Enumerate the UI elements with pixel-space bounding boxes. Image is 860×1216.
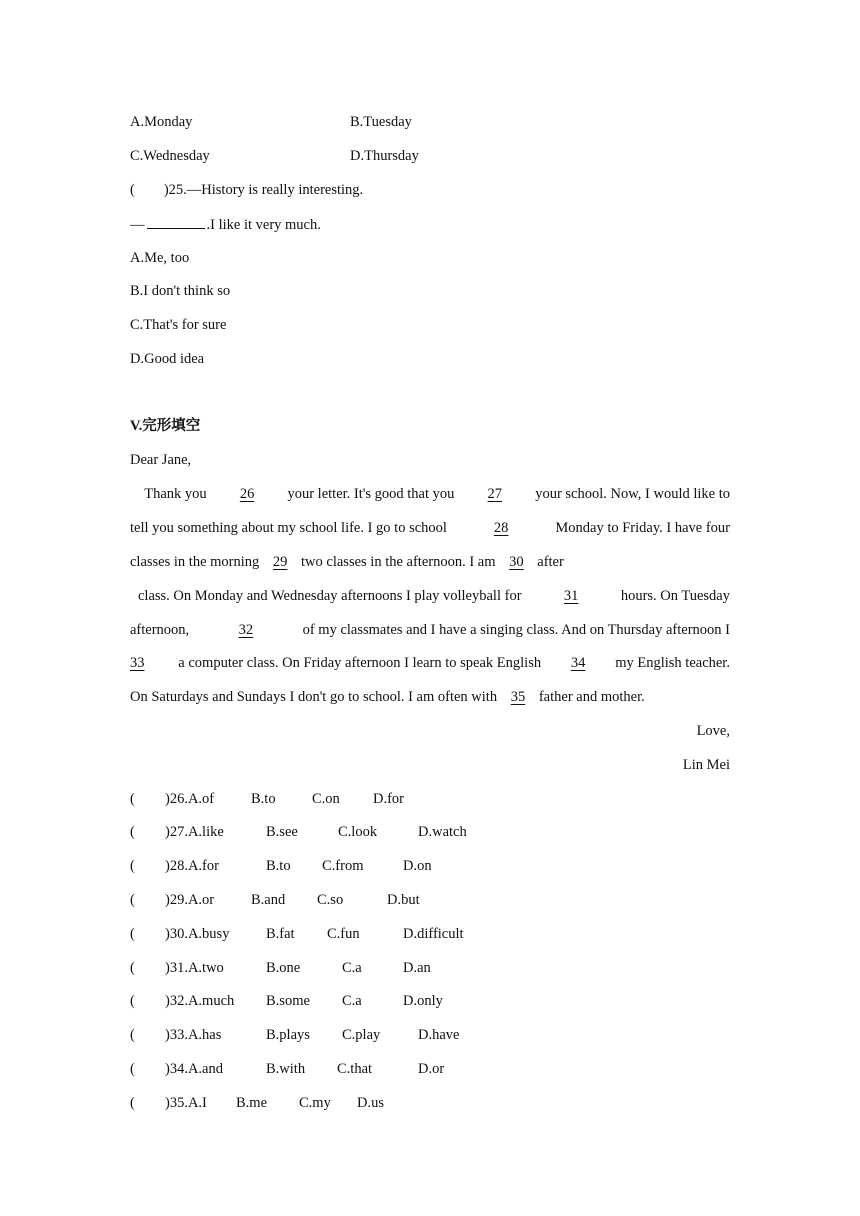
option-d: D.for — [373, 791, 405, 807]
section-title: V.完形填空 — [130, 418, 201, 434]
question-num-a: )35.A.I — [165, 1095, 207, 1111]
text: Thank you — [130, 486, 207, 502]
option-d: D.only — [403, 993, 443, 1009]
option-b: B.and — [251, 892, 286, 908]
question-paren: ( — [130, 960, 135, 976]
blank-30: 30 — [509, 554, 524, 570]
letter-line-1 — [130, 485, 730, 503]
option-c: C.my — [299, 1095, 331, 1111]
option-b: B.see — [266, 824, 298, 840]
option-c: C.a — [342, 993, 362, 1009]
text: Monday to Friday. I have four — [555, 520, 730, 536]
option-c: C.from — [322, 858, 364, 874]
option-d: D.on — [403, 858, 432, 874]
option-d: D.watch — [418, 824, 467, 840]
option-c: C.play — [342, 1027, 381, 1043]
option-24-b: B.Tuesday — [350, 114, 412, 130]
blank-34: 34 — [570, 655, 586, 671]
option-24-a: A.Monday — [130, 114, 193, 130]
option-25-b: B.I don't think so — [130, 283, 231, 299]
option-c: C.look — [338, 824, 378, 840]
letter-line-6 — [130, 654, 730, 672]
reply-dash: — — [130, 217, 145, 233]
blank-31: 31 — [563, 588, 579, 604]
option-b: B.fat — [266, 926, 295, 942]
blank-35: 35 — [510, 689, 526, 705]
option-d: D.or — [418, 1061, 445, 1077]
option-24-c: C.Wednesday — [130, 148, 210, 164]
question-paren: ( — [130, 1027, 135, 1043]
text: tell you something about my school life. I go to school — [130, 520, 447, 536]
question-num-a: )29.A.or — [165, 892, 215, 908]
question-num-a: )26.A.of — [165, 791, 215, 807]
text: two classes in the afternoon. I am — [301, 554, 496, 570]
text: my English teacher. — [615, 655, 730, 671]
option-b: B.one — [266, 960, 301, 976]
blank-32: 32 — [238, 622, 254, 638]
question-25-reply — [130, 215, 321, 234]
option-d: D.difficult — [403, 926, 464, 942]
option-d: D.but — [387, 892, 420, 908]
option-c: C.on — [312, 791, 340, 807]
text: of my classmates and I have a singing class. And on Thursday afternoon I — [302, 622, 730, 638]
letter-line-4 — [138, 587, 730, 605]
blank-33: 33 — [130, 655, 145, 671]
question-paren: ( — [130, 993, 135, 1009]
option-c: C.so — [317, 892, 344, 908]
text: your letter. It's good that you — [287, 486, 455, 502]
option-b: B.to — [266, 858, 291, 874]
question-paren: ( — [130, 892, 135, 908]
option-25-c: C.That's for sure — [130, 317, 227, 333]
question-25-stem: ( )25.—History is really interesting. — [130, 182, 364, 198]
text: your school. Now, I would like to — [535, 486, 730, 502]
option-b: B.some — [266, 993, 310, 1009]
question-num-a: )30.A.busy — [165, 926, 230, 942]
option-c: C.fun — [327, 926, 360, 942]
question-num-a: )32.A.much — [165, 993, 235, 1009]
option-24-d: D.Thursday — [350, 148, 419, 164]
option-d: D.have — [418, 1027, 460, 1043]
text: On Saturdays and Sundays I don't go to school. I am often with — [130, 689, 498, 705]
letter-line-3 — [130, 553, 564, 571]
blank-26: 26 — [239, 486, 255, 502]
letter-line-2 — [130, 519, 730, 537]
option-d: D.an — [403, 960, 431, 976]
option-b: B.to — [251, 791, 276, 807]
text: hours. On Tuesday — [620, 588, 730, 604]
question-num-a: )34.A.and — [165, 1061, 223, 1077]
blank-27: 27 — [487, 486, 503, 502]
question-num-a: )27.A.like — [165, 824, 224, 840]
question-paren: ( — [130, 791, 135, 807]
option-25-d: D.Good idea — [130, 351, 205, 367]
blank-28: 28 — [493, 520, 509, 536]
text: afternoon, — [130, 622, 190, 638]
answer-blank — [147, 215, 205, 229]
question-paren: ( — [130, 824, 135, 840]
letter-line-5 — [130, 621, 730, 639]
option-25-a: A.Me, too — [130, 250, 190, 266]
option-b: B.me — [236, 1095, 268, 1111]
text: class. On Monday and Wednesday afternoons I play volleyball for — [138, 588, 522, 604]
letter-greeting: Dear Jane, — [130, 452, 192, 468]
letter-signature: Lin Mei — [682, 757, 730, 773]
question-paren: ( — [130, 1095, 135, 1111]
question-paren: ( — [130, 858, 135, 874]
letter-closing: Love, — [696, 723, 730, 739]
text: after — [537, 554, 564, 570]
question-num-a: )33.A.has — [165, 1027, 222, 1043]
text: father and mother. — [538, 689, 645, 705]
text: a computer class. On Friday afternoon I learn to speak English — [178, 655, 542, 671]
option-b: B.with — [266, 1061, 306, 1077]
reply-text: .I like it very much. — [206, 217, 321, 233]
question-paren: ( — [130, 1061, 135, 1077]
option-d: D.us — [357, 1095, 384, 1111]
text: classes in the morning — [130, 554, 260, 570]
letter-line-7 — [130, 688, 645, 706]
question-paren: ( — [130, 926, 135, 942]
question-num-a: )31.A.two — [165, 960, 224, 976]
question-num-a: )28.A.for — [165, 858, 219, 874]
option-c: C.a — [342, 960, 362, 976]
blank-29: 29 — [272, 554, 288, 570]
option-b: B.plays — [266, 1027, 310, 1043]
option-c: C.that — [337, 1061, 373, 1077]
